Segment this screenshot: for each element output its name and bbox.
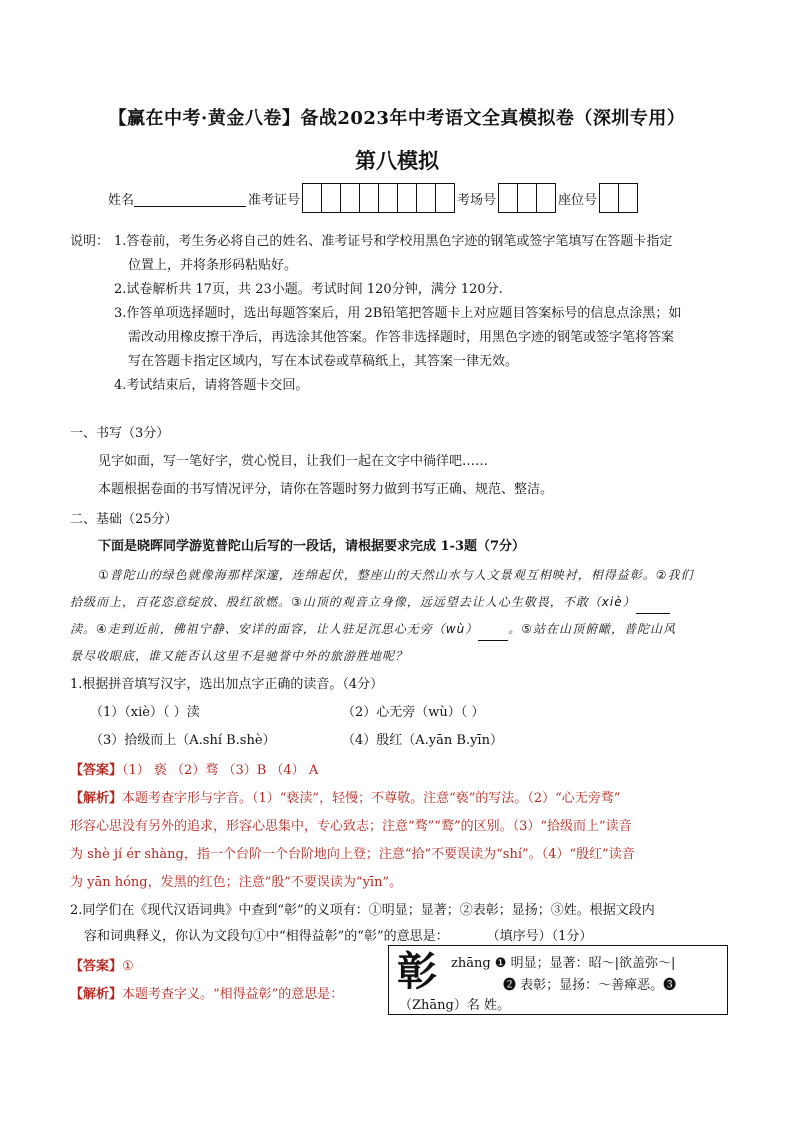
name-label: 姓名: [108, 192, 135, 208]
note-line: 1.答卷前，考生务必将自己的姓名、准考证号和学校用黑色字迹的钢笔或签字笔填写在答题卡指定: [114, 234, 673, 249]
analysis-line: 为 yān hóng，发黑的红色；注意“殷”不要误读为“yīn”。: [70, 875, 403, 890]
section-1-heading: 一、书写（3分）: [70, 426, 170, 441]
notes-label: 说明：: [70, 234, 110, 249]
page-subtitle: 第八模拟: [355, 148, 439, 173]
question-2-analysis: 【解析】本题考查字义。“相得益彰”的意思是：: [70, 987, 344, 1002]
dictionary-line: ❷ 表彰；显扬：～善瘅恶。❸: [503, 978, 677, 993]
exam-id-label: 准考证号: [248, 192, 301, 208]
question-1-item: （4）殷红（A.yān B.yīn）: [342, 733, 503, 748]
note-line: 2.试卷解析共 17页，共 23小题。考试时间 120分钟，满分 120分.: [114, 282, 503, 297]
analysis-line: 形容心思没有另外的追求，形容心思集中，专心致志；注意“骛”“鹜”的区别。（3）“拾级而上”读音: [70, 819, 632, 834]
dictionary-character: 彰: [397, 948, 437, 995]
question-2-stem: 容和词典释义，你认为文段句①中“相得益彰”的“彰”的意思是： （填序号）（1分）: [84, 925, 592, 949]
dictionary-excerpt: [388, 945, 728, 1015]
question-1-item: （2）心无旁（wù）（ ）: [342, 705, 485, 720]
note-line: 3.作答单项选择题时，选出每题答案后，用 2B铅笔把答题卡上对应题目答案标号的信息点涂黑；如: [114, 306, 682, 321]
blank-field[interactable]: [636, 599, 670, 614]
passage-line: ①普陀山的绿色就像海那样深邃，连绵起伏，整座山的天然山水与人文景观互相映衬，相得益彰。②我们: [98, 568, 694, 582]
dictionary-line: （Zhāng）名 姓。: [399, 998, 510, 1013]
note-line: 写在答题卡指定区域内，写在本试卷或草稿纸上，其答案一律无效。: [128, 354, 519, 369]
passage-line: 渎。④走到近前，佛祖宁静、安详的面容，让人驻足沉思心无旁（wù） 。⑤站在山顶俯瞰，普陀山风: [70, 617, 676, 641]
section-2-instruction: 下面是晓晖同学游览普陀山后写的一段话，请根据要求完成 1-3题（7分）: [98, 539, 526, 554]
passage-line: 拾级而上，百花恣意绽放、殷红欲燃。③山顶的观音立身像，远远望去让人心生敬畏，不敢（xiè）: [70, 590, 670, 614]
instructions: [70, 230, 681, 398]
question-1-stem: 1.根据拼音填写汉字，选出加点字正确的读音。（4分）: [70, 677, 384, 692]
seat-boxes[interactable]: [599, 183, 638, 213]
question-1-item: （3）拾级而上（A.shí B.shè）: [90, 733, 276, 748]
note-line: 4.考试结束后，请将答题卡交回。: [114, 378, 309, 393]
question-2-stem: 2.同学们在《现代汉语词典》中查到“彰”的义项有：①明显；显著；②表彰；显扬；③姓。根据文段内: [70, 903, 655, 918]
candidate-fields: [108, 183, 640, 213]
name-field[interactable]: [134, 190, 246, 207]
section-1-line: 见字如面，写一笔好字，赏心悦目，让我们一起在文字中徜徉吧……: [98, 454, 489, 469]
exam-id-boxes[interactable]: [302, 183, 455, 213]
note-line: 需改动用橡皮擦干净后，再选涂其他答案。作答非选择题时，用黑色字迹的钢笔或签字笔将答案: [128, 330, 675, 345]
blank-field[interactable]: [478, 626, 508, 641]
question-1-analysis: 【解析】本题考查字形与字音。（1）“亵渎”，轻慢；不尊敬。注意“亵”的写法。（2）“心无旁骛”: [70, 791, 621, 806]
note-line: 位置上，并将条形码粘贴好。: [128, 258, 298, 273]
question-2-answer: 【答案】①: [70, 959, 134, 974]
passage-line: 景尽收眼底，谁又能否认这里不是驰誉中外的旅游胜地呢？: [70, 649, 409, 663]
room-boxes[interactable]: [498, 183, 556, 213]
dictionary-line: zhāng ❶ 明显；显著：昭～|欲盖弥～|: [451, 956, 676, 971]
question-1-answer: 【答案】（1） 亵 （2）骛 （3）B （4） A: [70, 763, 319, 778]
seat-label: 座位号: [558, 192, 598, 208]
question-1-item: （1）（xiè）（ ）渎: [90, 705, 200, 720]
page-title: 【赢在中考·黄金八卷】备战2023年中考语文全真模拟卷（深圳专用）: [108, 108, 686, 129]
room-label: 考场号: [457, 192, 497, 208]
section-2-heading: 二、基础（25分）: [70, 512, 178, 527]
analysis-line: 为 shè jí ér shàng，指一个台阶一个台阶地向上登；注意“拾”不要误读为“shí”。（4）“殷红”读音: [70, 847, 635, 862]
section-1-line: 本题根据卷面的书写情况评分，请你在答题时努力做到书写正确、规范、整洁。: [98, 482, 554, 497]
